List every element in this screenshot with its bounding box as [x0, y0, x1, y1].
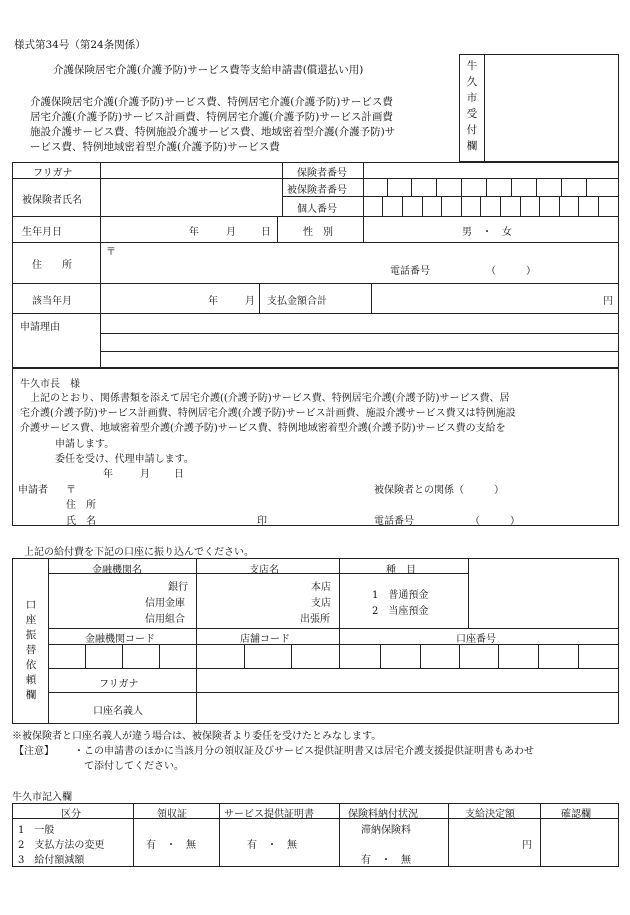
personal-no-label: 個人番号	[297, 204, 337, 215]
phone-label: 電話番号	[390, 266, 430, 277]
branch-kind-branch: 支店	[311, 598, 331, 609]
branch-header: 支店名	[249, 565, 279, 576]
insured-name-label: 被保険者氏名	[22, 195, 82, 206]
relation-label: 被保険者との関係（ ）	[374, 485, 504, 496]
warning-note: ※被保険者と口座名義人が違う場合は、被保険者より委任を受けたとみなします。	[12, 731, 382, 742]
seal-mark: 印	[257, 516, 267, 527]
total-yen: 円	[603, 296, 613, 307]
dob-day: 日	[261, 227, 271, 238]
city-table	[12, 803, 619, 867]
institution-name-input[interactable]	[49, 574, 144, 628]
city-receipt-option[interactable]: 有 ・ 無	[146, 840, 196, 851]
total-amount-input[interactable]	[372, 284, 618, 313]
institution-header: 金融機関名	[92, 565, 142, 576]
city-confirm-input[interactable]	[541, 819, 618, 866]
branch-kind-office: 出張所	[300, 614, 330, 625]
branch-code-header: 店舗コード	[240, 634, 290, 645]
target-ym-label: 該当年月	[32, 296, 72, 307]
decl-month: 月	[140, 469, 150, 480]
postal-mark: 〒	[106, 247, 116, 258]
title-desc-2: 居宅介護(介護予防)サービス計画費、特例居宅介護(介護予防)サービス計画費	[30, 111, 393, 123]
city-header-amount: 支給決定額	[465, 809, 515, 820]
account-type-ordinary[interactable]: 1 普通預金	[372, 590, 429, 601]
city-section-title: 牛久市記入欄	[12, 792, 72, 803]
furigana-input[interactable]	[101, 163, 281, 178]
caution-line-2: て添付してください。	[84, 761, 184, 772]
inst-code-header: 金融機関コード	[85, 634, 155, 645]
branch-name-input[interactable]	[197, 574, 297, 628]
caution-line-1: ・この申請書のほかに当該月分の領収証及びサービス提供証明書又は居宅介護支援提供証明書もあわせ	[74, 746, 534, 757]
insurer-no-label: 保険者番号	[297, 168, 347, 179]
furigana-label: フリガナ	[33, 168, 73, 179]
city-service-option[interactable]: 有 ・ 無	[247, 840, 297, 851]
addressee: 牛久市長 様	[20, 379, 80, 390]
sex-options[interactable]: 男 ・ 女	[462, 227, 512, 238]
reason-label: 申請理由	[20, 322, 60, 333]
insurer-no-input[interactable]	[364, 163, 618, 178]
receipt-label: 牛久市受付欄	[466, 60, 478, 152]
city-category-reduce: 3 給付額減額	[18, 855, 85, 866]
form-number: 様式第34号（第24条関係）	[14, 39, 146, 51]
decl-body-2: 宅介護(介護予防)サービス計画費、特例居宅介護(介護予防)サービス計画費、施設介護サービス費又は特例施設	[20, 408, 516, 419]
inst-kind-kumiai: 信用組合	[145, 614, 185, 625]
city-header-category: 区分	[61, 809, 81, 820]
inst-kind-bank: 銀行	[168, 582, 188, 593]
decl-phone-label: 電話番号	[374, 516, 414, 527]
city-amount-yen: 円	[522, 840, 532, 851]
holder-furigana-input[interactable]	[197, 669, 618, 692]
city-header-premium: 保険料納付状況	[348, 809, 418, 820]
decl-body-1: 上記のとおり、関係書類を添えて居宅介護((介護予防)サービス費、特例居宅介護(介護予防)サービス費、居	[20, 393, 510, 404]
decl-address-label: 住 所	[66, 500, 96, 511]
city-header-service: サービス提供証明書	[224, 809, 314, 820]
decl-day: 日	[174, 469, 184, 480]
branch-kind-main: 本店	[311, 582, 331, 593]
inst-kind-shinkin: 信用金庫	[145, 598, 185, 609]
inst-code-input[interactable]	[49, 645, 195, 668]
city-header-receipt: 領収証	[157, 809, 187, 820]
account-no-header: 口座番号	[456, 634, 496, 645]
phone-paren: （ ）	[486, 266, 536, 277]
decl-apply: 申請します。	[55, 439, 115, 450]
account-type-current[interactable]: 2 当座預金	[372, 606, 429, 617]
city-premium-option[interactable]: 有 ・ 無	[361, 855, 411, 866]
decl-delegate: 委任を受け、代理申請します。	[55, 454, 194, 465]
city-amount-input[interactable]	[449, 819, 519, 866]
address-input[interactable]	[101, 243, 618, 283]
holder-label: 口座名義人	[93, 706, 143, 717]
decl-address-input[interactable]	[110, 494, 360, 509]
type-header: 種 目	[386, 565, 416, 576]
title-desc-4: ービス費、特例地域密着型介護(介護予防)サービス費	[30, 141, 280, 153]
branch-code-input[interactable]	[197, 645, 338, 668]
insured-no-label: 被保険者番号	[287, 185, 347, 196]
title-desc-3: 施設介護サービス費、特例施設介護サービス費、地域密着型介護(介護予防)サ	[30, 126, 396, 138]
city-header-confirm: 確認欄	[561, 809, 591, 820]
holder-name-input[interactable]	[197, 693, 618, 723]
bank-intro: 上記の給付費を下記の口座に振り込んでください。	[24, 547, 254, 558]
total-amount-label: 支払金額合計	[267, 296, 327, 307]
city-category-method: 2 支払方法の変更	[18, 840, 105, 851]
target-month: 月	[245, 296, 255, 307]
personal-no-input[interactable]	[364, 197, 618, 216]
title-desc-1: 介護保険居宅介護(介護予防)サービス費、特例居宅介護(介護予防)サービス費	[30, 96, 393, 108]
insured-no-input[interactable]	[364, 179, 618, 196]
holder-furigana-label: フリガナ	[99, 679, 139, 690]
city-category-general: 1 一般	[18, 825, 55, 836]
decl-phone-paren: （ ）	[470, 516, 520, 527]
caution-label: 【注意】	[14, 746, 54, 757]
decl-year: 年	[103, 469, 113, 480]
account-no-input[interactable]	[340, 645, 618, 668]
address-label: 住 所	[32, 260, 72, 271]
reason-input[interactable]	[101, 314, 618, 368]
dob-label: 生年月日	[22, 227, 62, 238]
decl-postal-mark: 〒	[66, 485, 76, 496]
bank-side-label: 口座振替依頼欄	[25, 599, 37, 701]
decl-name-label: 氏 名	[66, 516, 96, 527]
decl-body-3: 介護サービス費、地域密着型介護(介護予防)サービス費、特例地域密着型介護(介護予防)サービス費の支給を	[20, 423, 506, 434]
sex-label: 性 別	[303, 227, 333, 238]
dob-month: 月	[226, 227, 236, 238]
decl-name-input[interactable]	[110, 510, 250, 525]
dob-year: 年	[189, 227, 199, 238]
insured-name-input[interactable]	[101, 179, 281, 216]
applicant-label: 申請者	[18, 485, 48, 496]
form-title: 介護保険居宅介護(介護予防)サービス費等支給申請書(償還払い用)	[53, 64, 364, 76]
city-premium-label: 滞納保険料	[361, 825, 411, 836]
target-year: 年	[208, 296, 218, 307]
receipt-stamp-area[interactable]	[486, 56, 617, 160]
